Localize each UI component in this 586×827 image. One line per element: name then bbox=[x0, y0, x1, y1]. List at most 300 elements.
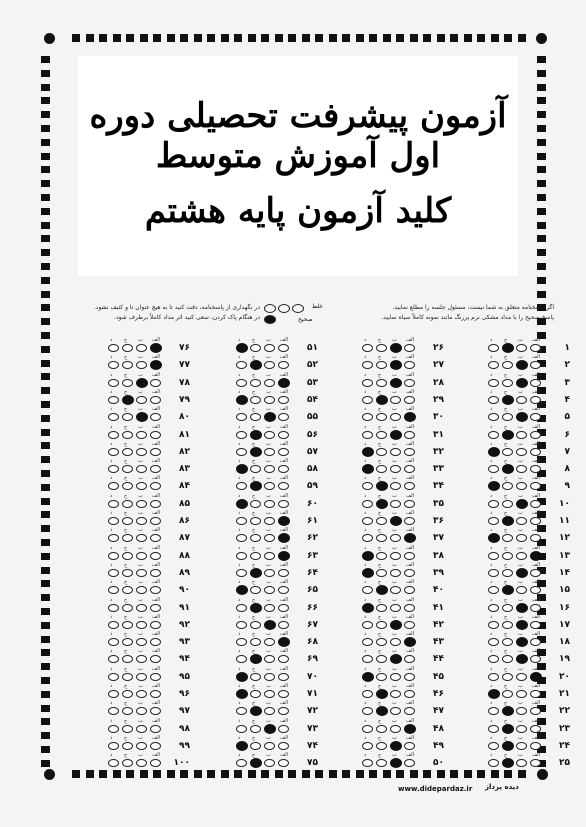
answer-bubble-option-2[interactable] bbox=[390, 396, 401, 404]
answer-bubble-option-4[interactable] bbox=[236, 343, 248, 353]
answer-bubble-option-1[interactable] bbox=[150, 604, 161, 612]
answer-bubble-option-3[interactable] bbox=[502, 464, 514, 474]
answer-bubble-option-3[interactable] bbox=[376, 379, 387, 387]
answer-bubble-option-4[interactable] bbox=[362, 725, 373, 733]
answer-bubble-option-1[interactable] bbox=[278, 707, 289, 715]
answer-bubble-option-4[interactable] bbox=[362, 447, 374, 457]
answer-bubble-option-3[interactable] bbox=[250, 396, 261, 404]
answer-bubble-option-3[interactable] bbox=[122, 482, 133, 490]
answer-bubble-option-4[interactable] bbox=[108, 638, 119, 646]
answer-bubble-option-3[interactable] bbox=[502, 413, 513, 421]
answer-bubble-option-4[interactable] bbox=[236, 448, 247, 456]
answer-bubble-option-2[interactable] bbox=[136, 412, 148, 422]
answer-bubble-option-2[interactable] bbox=[264, 552, 275, 560]
answer-bubble-option-4[interactable] bbox=[362, 603, 374, 613]
answer-bubble-option-3[interactable] bbox=[122, 379, 133, 387]
answer-bubble-option-1[interactable] bbox=[530, 465, 541, 473]
answer-bubble-option-1[interactable] bbox=[530, 672, 542, 682]
answer-bubble-option-2[interactable] bbox=[390, 482, 401, 490]
answer-bubble-option-1[interactable] bbox=[404, 379, 415, 387]
answer-bubble-option-4[interactable] bbox=[108, 586, 119, 594]
answer-bubble-option-4[interactable] bbox=[488, 689, 500, 699]
answer-bubble-option-4[interactable] bbox=[108, 621, 119, 629]
answer-bubble-option-1[interactable] bbox=[150, 569, 161, 577]
answer-bubble-option-4[interactable] bbox=[362, 759, 373, 767]
answer-bubble-option-4[interactable] bbox=[108, 604, 119, 612]
answer-bubble-option-4[interactable] bbox=[236, 759, 247, 767]
answer-bubble-option-4[interactable] bbox=[108, 396, 119, 404]
answer-bubble-option-4[interactable] bbox=[488, 517, 499, 525]
answer-bubble-option-3[interactable] bbox=[376, 361, 387, 369]
answer-bubble-option-4[interactable] bbox=[108, 482, 119, 490]
answer-bubble-option-4[interactable] bbox=[362, 464, 374, 474]
answer-bubble-option-1[interactable] bbox=[150, 465, 161, 473]
answer-bubble-option-2[interactable] bbox=[136, 569, 147, 577]
answer-bubble-option-2[interactable] bbox=[516, 482, 527, 490]
answer-bubble-option-1[interactable] bbox=[150, 742, 161, 750]
answer-bubble-option-4[interactable] bbox=[108, 690, 119, 698]
answer-bubble-option-3[interactable] bbox=[502, 741, 514, 751]
answer-bubble-option-4[interactable] bbox=[488, 465, 499, 473]
answer-bubble-option-3[interactable] bbox=[250, 603, 262, 613]
answer-bubble-option-4[interactable] bbox=[108, 500, 119, 508]
answer-bubble-option-2[interactable] bbox=[136, 638, 147, 646]
answer-bubble-option-2[interactable] bbox=[390, 569, 401, 577]
answer-bubble-option-2[interactable] bbox=[390, 448, 401, 456]
answer-bubble-option-1[interactable] bbox=[150, 638, 161, 646]
answer-bubble-option-4[interactable] bbox=[362, 379, 373, 387]
answer-bubble-option-4[interactable] bbox=[236, 638, 247, 646]
answer-bubble-option-1[interactable] bbox=[530, 690, 541, 698]
answer-bubble-option-1[interactable] bbox=[530, 604, 541, 612]
answer-bubble-option-4[interactable] bbox=[236, 725, 247, 733]
answer-bubble-option-3[interactable] bbox=[376, 481, 388, 491]
answer-bubble-option-2[interactable] bbox=[516, 654, 528, 664]
answer-bubble-option-1[interactable] bbox=[530, 551, 542, 561]
answer-bubble-option-4[interactable] bbox=[108, 534, 119, 542]
answer-bubble-option-1[interactable] bbox=[530, 707, 541, 715]
answer-bubble-option-2[interactable] bbox=[264, 448, 275, 456]
answer-bubble-option-3[interactable] bbox=[376, 413, 387, 421]
answer-bubble-option-1[interactable] bbox=[404, 621, 415, 629]
answer-bubble-option-4[interactable] bbox=[362, 707, 373, 715]
answer-bubble-option-4[interactable] bbox=[108, 673, 119, 681]
answer-bubble-option-3[interactable] bbox=[376, 534, 387, 542]
answer-bubble-option-2[interactable] bbox=[136, 759, 147, 767]
answer-bubble-option-4[interactable] bbox=[362, 517, 373, 525]
answer-bubble-option-1[interactable] bbox=[278, 725, 289, 733]
answer-bubble-option-1[interactable] bbox=[404, 533, 416, 543]
answer-bubble-option-1[interactable] bbox=[404, 586, 415, 594]
answer-bubble-option-1[interactable] bbox=[278, 465, 289, 473]
answer-bubble-option-1[interactable] bbox=[278, 431, 289, 439]
answer-bubble-option-4[interactable] bbox=[362, 655, 373, 663]
answer-bubble-option-2[interactable] bbox=[516, 344, 527, 352]
answer-bubble-option-2[interactable] bbox=[136, 500, 147, 508]
answer-bubble-option-2[interactable] bbox=[516, 620, 528, 630]
answer-bubble-option-2[interactable] bbox=[136, 673, 147, 681]
answer-bubble-option-4[interactable] bbox=[108, 465, 119, 473]
answer-bubble-option-1[interactable] bbox=[530, 742, 541, 750]
answer-bubble-option-3[interactable] bbox=[122, 621, 133, 629]
answer-bubble-option-2[interactable] bbox=[264, 620, 276, 630]
answer-bubble-option-1[interactable] bbox=[278, 448, 289, 456]
answer-bubble-option-4[interactable] bbox=[362, 742, 373, 750]
answer-bubble-option-4[interactable] bbox=[236, 464, 248, 474]
answer-bubble-option-3[interactable] bbox=[250, 379, 261, 387]
answer-bubble-option-3[interactable] bbox=[502, 482, 513, 490]
answer-bubble-option-3[interactable] bbox=[122, 725, 133, 733]
answer-bubble-option-3[interactable] bbox=[502, 569, 513, 577]
answer-bubble-option-2[interactable] bbox=[264, 742, 275, 750]
answer-bubble-option-3[interactable] bbox=[376, 742, 387, 750]
answer-bubble-option-4[interactable] bbox=[236, 361, 247, 369]
answer-bubble-option-1[interactable] bbox=[150, 586, 161, 594]
answer-bubble-option-2[interactable] bbox=[516, 360, 528, 370]
answer-bubble-option-2[interactable] bbox=[136, 552, 147, 560]
answer-bubble-option-2[interactable] bbox=[390, 465, 401, 473]
answer-bubble-option-1[interactable] bbox=[404, 431, 415, 439]
answer-bubble-option-3[interactable] bbox=[502, 655, 513, 663]
answer-bubble-option-2[interactable] bbox=[390, 690, 401, 698]
answer-bubble-option-4[interactable] bbox=[488, 621, 499, 629]
answer-bubble-option-1[interactable] bbox=[278, 742, 289, 750]
answer-bubble-option-4[interactable] bbox=[488, 379, 499, 387]
answer-bubble-option-3[interactable] bbox=[122, 465, 133, 473]
answer-bubble-option-1[interactable] bbox=[278, 344, 289, 352]
answer-bubble-option-4[interactable] bbox=[362, 431, 373, 439]
answer-bubble-option-3[interactable] bbox=[250, 742, 261, 750]
answer-bubble-option-1[interactable] bbox=[530, 379, 541, 387]
answer-bubble-option-4[interactable] bbox=[488, 655, 499, 663]
answer-bubble-option-3[interactable] bbox=[122, 395, 134, 405]
answer-bubble-option-3[interactable] bbox=[122, 604, 133, 612]
answer-bubble-option-1[interactable] bbox=[150, 673, 161, 681]
answer-bubble-option-4[interactable] bbox=[362, 500, 373, 508]
answer-bubble-option-2[interactable] bbox=[390, 586, 401, 594]
answer-bubble-option-1[interactable] bbox=[278, 586, 289, 594]
answer-bubble-option-4[interactable] bbox=[236, 413, 247, 421]
answer-bubble-option-4[interactable] bbox=[488, 396, 499, 404]
answer-bubble-option-3[interactable] bbox=[250, 430, 262, 440]
answer-bubble-option-3[interactable] bbox=[122, 500, 133, 508]
answer-bubble-option-3[interactable] bbox=[502, 621, 513, 629]
answer-bubble-option-1[interactable] bbox=[530, 655, 541, 663]
answer-bubble-option-1[interactable] bbox=[404, 465, 415, 473]
answer-bubble-option-2[interactable] bbox=[136, 378, 148, 388]
answer-bubble-option-3[interactable] bbox=[502, 673, 513, 681]
answer-bubble-option-3[interactable] bbox=[250, 517, 261, 525]
answer-bubble-option-2[interactable] bbox=[390, 500, 401, 508]
answer-bubble-option-1[interactable] bbox=[530, 413, 541, 421]
answer-bubble-option-2[interactable] bbox=[390, 673, 401, 681]
answer-bubble-option-1[interactable] bbox=[150, 482, 161, 490]
answer-bubble-option-3[interactable] bbox=[376, 638, 387, 646]
answer-bubble-option-2[interactable] bbox=[516, 568, 528, 578]
answer-bubble-option-1[interactable] bbox=[278, 516, 290, 526]
answer-bubble-option-2[interactable] bbox=[136, 725, 147, 733]
answer-bubble-option-3[interactable] bbox=[376, 621, 387, 629]
answer-bubble-option-4[interactable] bbox=[488, 361, 499, 369]
answer-bubble-option-1[interactable] bbox=[278, 690, 289, 698]
answer-bubble-option-3[interactable] bbox=[376, 689, 388, 699]
answer-bubble-option-4[interactable] bbox=[236, 499, 248, 509]
answer-bubble-option-1[interactable] bbox=[530, 361, 541, 369]
answer-bubble-option-1[interactable] bbox=[530, 534, 541, 542]
answer-bubble-option-4[interactable] bbox=[108, 361, 119, 369]
answer-bubble-option-1[interactable] bbox=[404, 361, 415, 369]
answer-bubble-option-2[interactable] bbox=[516, 378, 528, 388]
answer-bubble-option-2[interactable] bbox=[516, 707, 527, 715]
answer-bubble-option-2[interactable] bbox=[136, 431, 147, 439]
answer-bubble-option-2[interactable] bbox=[136, 482, 147, 490]
answer-bubble-option-2[interactable] bbox=[516, 690, 527, 698]
answer-bubble-option-2[interactable] bbox=[516, 637, 528, 647]
answer-bubble-option-4[interactable] bbox=[362, 413, 373, 421]
answer-bubble-option-2[interactable] bbox=[390, 620, 402, 630]
answer-bubble-option-1[interactable] bbox=[530, 517, 541, 525]
answer-bubble-option-1[interactable] bbox=[278, 533, 290, 543]
answer-bubble-option-2[interactable] bbox=[136, 707, 147, 715]
answer-bubble-option-2[interactable] bbox=[390, 604, 401, 612]
answer-bubble-option-1[interactable] bbox=[530, 586, 541, 594]
answer-bubble-option-1[interactable] bbox=[150, 379, 161, 387]
answer-bubble-option-4[interactable] bbox=[362, 690, 373, 698]
answer-bubble-option-4[interactable] bbox=[108, 655, 119, 663]
answer-bubble-option-2[interactable] bbox=[264, 465, 275, 473]
answer-bubble-option-3[interactable] bbox=[250, 500, 261, 508]
answer-bubble-option-4[interactable] bbox=[236, 379, 247, 387]
answer-bubble-option-3[interactable] bbox=[122, 431, 133, 439]
answer-bubble-option-2[interactable] bbox=[390, 741, 402, 751]
answer-bubble-option-3[interactable] bbox=[376, 517, 387, 525]
answer-bubble-option-2[interactable] bbox=[390, 707, 401, 715]
answer-bubble-option-1[interactable] bbox=[278, 551, 290, 561]
answer-bubble-option-2[interactable] bbox=[136, 655, 147, 663]
answer-bubble-option-1[interactable] bbox=[530, 448, 541, 456]
answer-bubble-option-3[interactable] bbox=[376, 759, 387, 767]
answer-bubble-option-2[interactable] bbox=[516, 431, 527, 439]
answer-bubble-option-3[interactable] bbox=[502, 690, 513, 698]
answer-bubble-option-3[interactable] bbox=[376, 552, 387, 560]
answer-bubble-option-4[interactable] bbox=[236, 672, 248, 682]
answer-bubble-option-1[interactable] bbox=[530, 621, 541, 629]
answer-bubble-option-3[interactable] bbox=[122, 448, 133, 456]
answer-bubble-option-2[interactable] bbox=[136, 742, 147, 750]
answer-bubble-option-2[interactable] bbox=[264, 361, 275, 369]
answer-bubble-option-4[interactable] bbox=[108, 725, 119, 733]
answer-bubble-option-3[interactable] bbox=[502, 516, 514, 526]
answer-bubble-option-3[interactable] bbox=[250, 344, 261, 352]
answer-bubble-option-3[interactable] bbox=[376, 673, 387, 681]
answer-bubble-option-3[interactable] bbox=[376, 448, 387, 456]
answer-bubble-option-1[interactable] bbox=[150, 690, 161, 698]
answer-bubble-option-4[interactable] bbox=[236, 707, 247, 715]
answer-bubble-option-3[interactable] bbox=[122, 742, 133, 750]
answer-bubble-option-1[interactable] bbox=[404, 482, 415, 490]
answer-bubble-option-2[interactable] bbox=[390, 360, 402, 370]
answer-bubble-option-3[interactable] bbox=[502, 361, 513, 369]
answer-bubble-option-4[interactable] bbox=[488, 569, 499, 577]
answer-bubble-option-1[interactable] bbox=[278, 637, 290, 647]
answer-bubble-option-2[interactable] bbox=[516, 517, 527, 525]
answer-bubble-option-2[interactable] bbox=[264, 396, 275, 404]
answer-bubble-option-4[interactable] bbox=[108, 517, 119, 525]
answer-bubble-option-2[interactable] bbox=[136, 465, 147, 473]
answer-bubble-option-1[interactable] bbox=[404, 707, 415, 715]
answer-bubble-option-2[interactable] bbox=[264, 586, 275, 594]
answer-bubble-option-1[interactable] bbox=[530, 638, 541, 646]
answer-bubble-option-1[interactable] bbox=[150, 360, 162, 370]
answer-bubble-option-1[interactable] bbox=[278, 413, 289, 421]
answer-bubble-option-1[interactable] bbox=[404, 569, 415, 577]
answer-bubble-option-4[interactable] bbox=[488, 725, 499, 733]
answer-bubble-option-1[interactable] bbox=[278, 655, 289, 663]
answer-bubble-option-3[interactable] bbox=[376, 706, 388, 716]
answer-bubble-option-2[interactable] bbox=[516, 673, 527, 681]
answer-bubble-option-3[interactable] bbox=[122, 655, 133, 663]
answer-bubble-option-1[interactable] bbox=[404, 655, 415, 663]
answer-bubble-option-2[interactable] bbox=[516, 448, 527, 456]
answer-bubble-option-2[interactable] bbox=[516, 759, 527, 767]
answer-bubble-option-3[interactable] bbox=[376, 725, 387, 733]
answer-bubble-option-1[interactable] bbox=[150, 759, 161, 767]
answer-bubble-option-4[interactable] bbox=[488, 673, 499, 681]
answer-bubble-option-4[interactable] bbox=[362, 568, 374, 578]
answer-bubble-option-3[interactable] bbox=[250, 706, 262, 716]
answer-bubble-option-4[interactable] bbox=[362, 638, 373, 646]
answer-bubble-option-3[interactable] bbox=[376, 344, 387, 352]
answer-bubble-option-1[interactable] bbox=[150, 517, 161, 525]
answer-bubble-option-1[interactable] bbox=[150, 621, 161, 629]
answer-bubble-option-3[interactable] bbox=[502, 552, 513, 560]
answer-bubble-option-4[interactable] bbox=[236, 517, 247, 525]
answer-bubble-option-4[interactable] bbox=[108, 742, 119, 750]
answer-bubble-option-4[interactable] bbox=[236, 534, 247, 542]
answer-bubble-option-3[interactable] bbox=[250, 725, 261, 733]
answer-bubble-option-3[interactable] bbox=[122, 569, 133, 577]
answer-bubble-option-4[interactable] bbox=[488, 447, 500, 457]
answer-bubble-option-2[interactable] bbox=[136, 690, 147, 698]
answer-bubble-option-4[interactable] bbox=[236, 655, 247, 663]
answer-bubble-option-2[interactable] bbox=[390, 552, 401, 560]
answer-bubble-option-2[interactable] bbox=[136, 361, 147, 369]
answer-bubble-option-2[interactable] bbox=[264, 655, 275, 663]
answer-bubble-option-2[interactable] bbox=[516, 396, 527, 404]
answer-bubble-option-4[interactable] bbox=[488, 431, 499, 439]
answer-bubble-option-2[interactable] bbox=[516, 603, 528, 613]
answer-bubble-option-3[interactable] bbox=[376, 604, 387, 612]
answer-bubble-option-2[interactable] bbox=[264, 482, 275, 490]
answer-bubble-option-4[interactable] bbox=[488, 638, 499, 646]
answer-bubble-option-4[interactable] bbox=[236, 604, 247, 612]
answer-bubble-option-3[interactable] bbox=[250, 586, 261, 594]
answer-bubble-option-1[interactable] bbox=[404, 552, 415, 560]
answer-bubble-option-3[interactable] bbox=[250, 568, 262, 578]
answer-bubble-option-3[interactable] bbox=[502, 638, 513, 646]
answer-bubble-option-4[interactable] bbox=[488, 344, 499, 352]
answer-bubble-option-4[interactable] bbox=[236, 395, 248, 405]
answer-bubble-option-4[interactable] bbox=[362, 672, 374, 682]
answer-bubble-option-3[interactable] bbox=[376, 569, 387, 577]
answer-bubble-option-3[interactable] bbox=[502, 430, 514, 440]
answer-bubble-option-1[interactable] bbox=[150, 343, 162, 353]
answer-bubble-option-3[interactable] bbox=[122, 552, 133, 560]
answer-bubble-option-2[interactable] bbox=[390, 378, 402, 388]
answer-bubble-option-2[interactable] bbox=[390, 725, 401, 733]
answer-bubble-option-1[interactable] bbox=[278, 673, 289, 681]
answer-bubble-option-4[interactable] bbox=[236, 552, 247, 560]
answer-bubble-option-4[interactable] bbox=[236, 689, 248, 699]
answer-bubble-option-3[interactable] bbox=[122, 638, 133, 646]
answer-bubble-option-4[interactable] bbox=[488, 586, 499, 594]
answer-bubble-option-1[interactable] bbox=[530, 759, 541, 767]
answer-bubble-option-2[interactable] bbox=[516, 534, 527, 542]
answer-bubble-option-1[interactable] bbox=[530, 344, 541, 352]
answer-bubble-option-2[interactable] bbox=[136, 586, 147, 594]
answer-bubble-option-3[interactable] bbox=[502, 706, 514, 716]
answer-bubble-option-2[interactable] bbox=[390, 654, 402, 664]
answer-bubble-option-1[interactable] bbox=[404, 673, 415, 681]
answer-bubble-option-2[interactable] bbox=[136, 344, 147, 352]
answer-bubble-option-2[interactable] bbox=[264, 638, 275, 646]
answer-bubble-option-2[interactable] bbox=[264, 344, 275, 352]
answer-bubble-option-2[interactable] bbox=[264, 673, 275, 681]
answer-bubble-option-4[interactable] bbox=[236, 569, 247, 577]
answer-bubble-option-1[interactable] bbox=[404, 344, 415, 352]
answer-bubble-option-2[interactable] bbox=[264, 534, 275, 542]
answer-bubble-option-3[interactable] bbox=[250, 552, 261, 560]
answer-bubble-option-2[interactable] bbox=[136, 517, 147, 525]
answer-bubble-option-4[interactable] bbox=[488, 604, 499, 612]
answer-bubble-option-4[interactable] bbox=[108, 379, 119, 387]
answer-bubble-option-4[interactable] bbox=[236, 621, 247, 629]
answer-bubble-option-4[interactable] bbox=[108, 552, 119, 560]
answer-bubble-option-2[interactable] bbox=[390, 638, 401, 646]
answer-bubble-option-1[interactable] bbox=[150, 534, 161, 542]
answer-bubble-option-4[interactable] bbox=[108, 431, 119, 439]
answer-bubble-option-3[interactable] bbox=[502, 604, 513, 612]
answer-bubble-option-1[interactable] bbox=[278, 759, 289, 767]
answer-bubble-option-1[interactable] bbox=[404, 448, 415, 456]
answer-bubble-option-1[interactable] bbox=[150, 655, 161, 663]
answer-bubble-option-4[interactable] bbox=[362, 586, 373, 594]
answer-bubble-option-2[interactable] bbox=[136, 448, 147, 456]
answer-bubble-option-3[interactable] bbox=[122, 344, 133, 352]
answer-bubble-option-2[interactable] bbox=[390, 413, 401, 421]
answer-bubble-option-2[interactable] bbox=[516, 586, 527, 594]
answer-bubble-option-3[interactable] bbox=[122, 586, 133, 594]
answer-bubble-option-3[interactable] bbox=[502, 758, 514, 768]
answer-bubble-option-2[interactable] bbox=[264, 412, 276, 422]
answer-bubble-option-1[interactable] bbox=[404, 396, 415, 404]
answer-bubble-option-1[interactable] bbox=[530, 500, 541, 508]
answer-bubble-option-4[interactable] bbox=[236, 482, 247, 490]
answer-bubble-option-2[interactable] bbox=[264, 707, 275, 715]
answer-bubble-option-3[interactable] bbox=[502, 534, 513, 542]
answer-bubble-option-1[interactable] bbox=[278, 378, 290, 388]
answer-bubble-option-4[interactable] bbox=[362, 551, 374, 561]
answer-bubble-option-3[interactable] bbox=[502, 395, 514, 405]
answer-bubble-option-3[interactable] bbox=[122, 534, 133, 542]
answer-bubble-option-2[interactable] bbox=[390, 430, 402, 440]
answer-bubble-option-1[interactable] bbox=[530, 569, 541, 577]
answer-bubble-option-3[interactable] bbox=[250, 758, 262, 768]
answer-bubble-option-2[interactable] bbox=[516, 742, 527, 750]
answer-bubble-option-2[interactable] bbox=[390, 758, 402, 768]
answer-bubble-option-3[interactable] bbox=[250, 465, 261, 473]
answer-bubble-option-1[interactable] bbox=[530, 431, 541, 439]
